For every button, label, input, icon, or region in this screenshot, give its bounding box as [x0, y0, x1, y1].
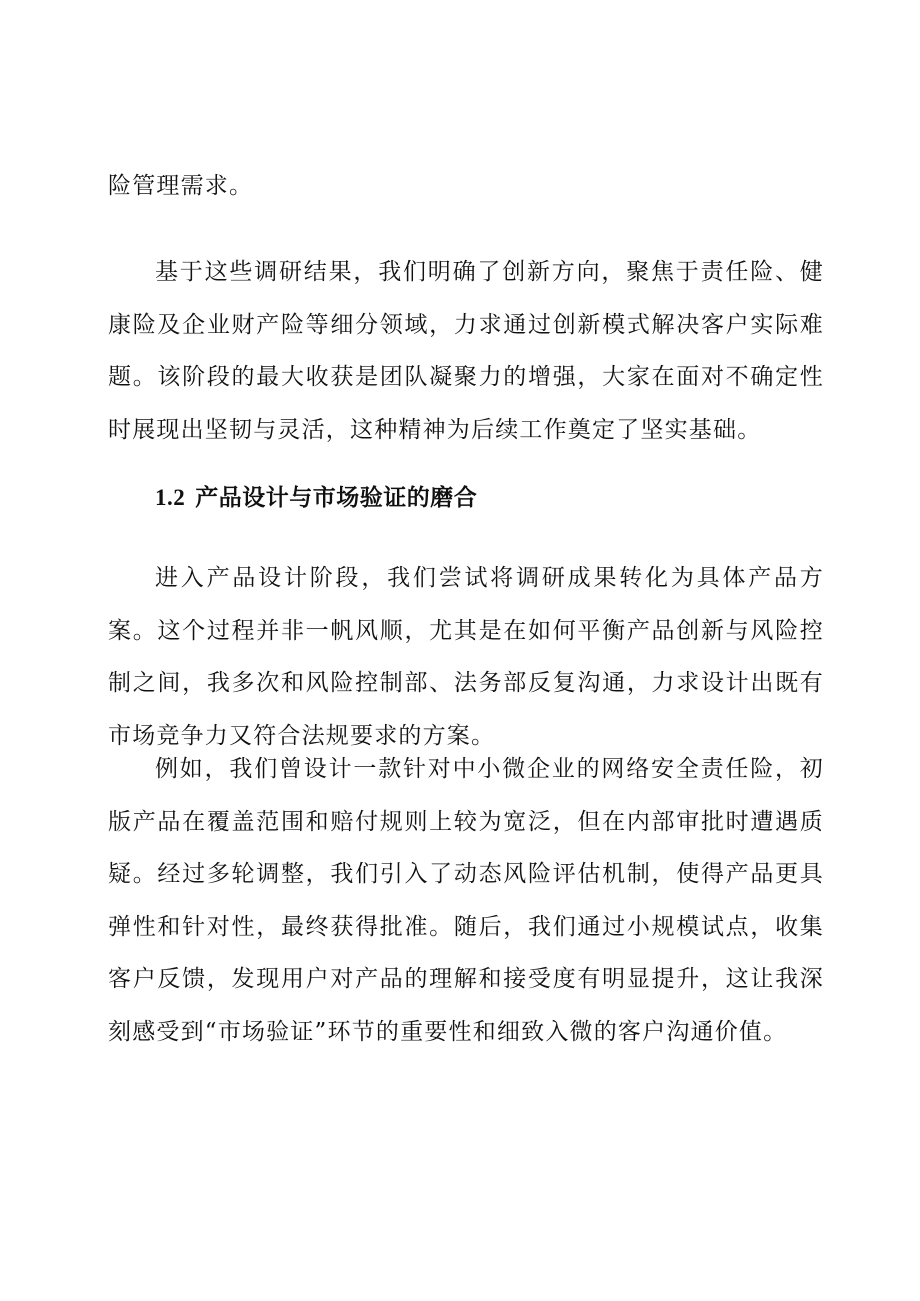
paragraph-example: 例如，我们曾设计一款针对中小微企业的网络安全责任险，初版产品在覆盖范围和赔付规则上较为宽泛，但在内部审批时遭遇质疑。经过多轮调整，我们引入了动态风险评估机制，使得产品更具弹性和针对性，最终获得批准。随后，我们通过小规模试点，收集客户反馈，发现用户对产品的理解和接受度有明显提升，这让我深刻感受到“市场验证”环节的重要性和细致入微的客户沟通价值。 — [108, 756, 824, 1045]
paragraph-research-results: 基于这些调研结果，我们明确了创新方向，聚焦于责任险、健康险及企业财产险等细分领域，力求通过创新模式解决客户实际难题。该阶段的最大收获是团队凝聚力的增强，大家在面对不确定性时展现出坚韧与灵活，这种精神为后续工作奠定了坚实基础。 — [108, 259, 824, 443]
section-heading — [155, 478, 477, 518]
paragraph-product-design: 进入产品设计阶段，我们尝试将调研成果转化为具体产品方案。这个过程并非一帆风顺，尤其是在如何平衡产品创新与风险控制之间，我多次和风险控制部、法务部反复沟通，力求设计出既有市场竞争力又符合法规要求的方案。 — [108, 565, 824, 749]
section-number: 1.2 — [155, 485, 186, 510]
section-title: 产品设计与市场验证的磨合 — [195, 485, 478, 511]
paragraph-continuation: 险管理需求。 — [108, 173, 254, 199]
